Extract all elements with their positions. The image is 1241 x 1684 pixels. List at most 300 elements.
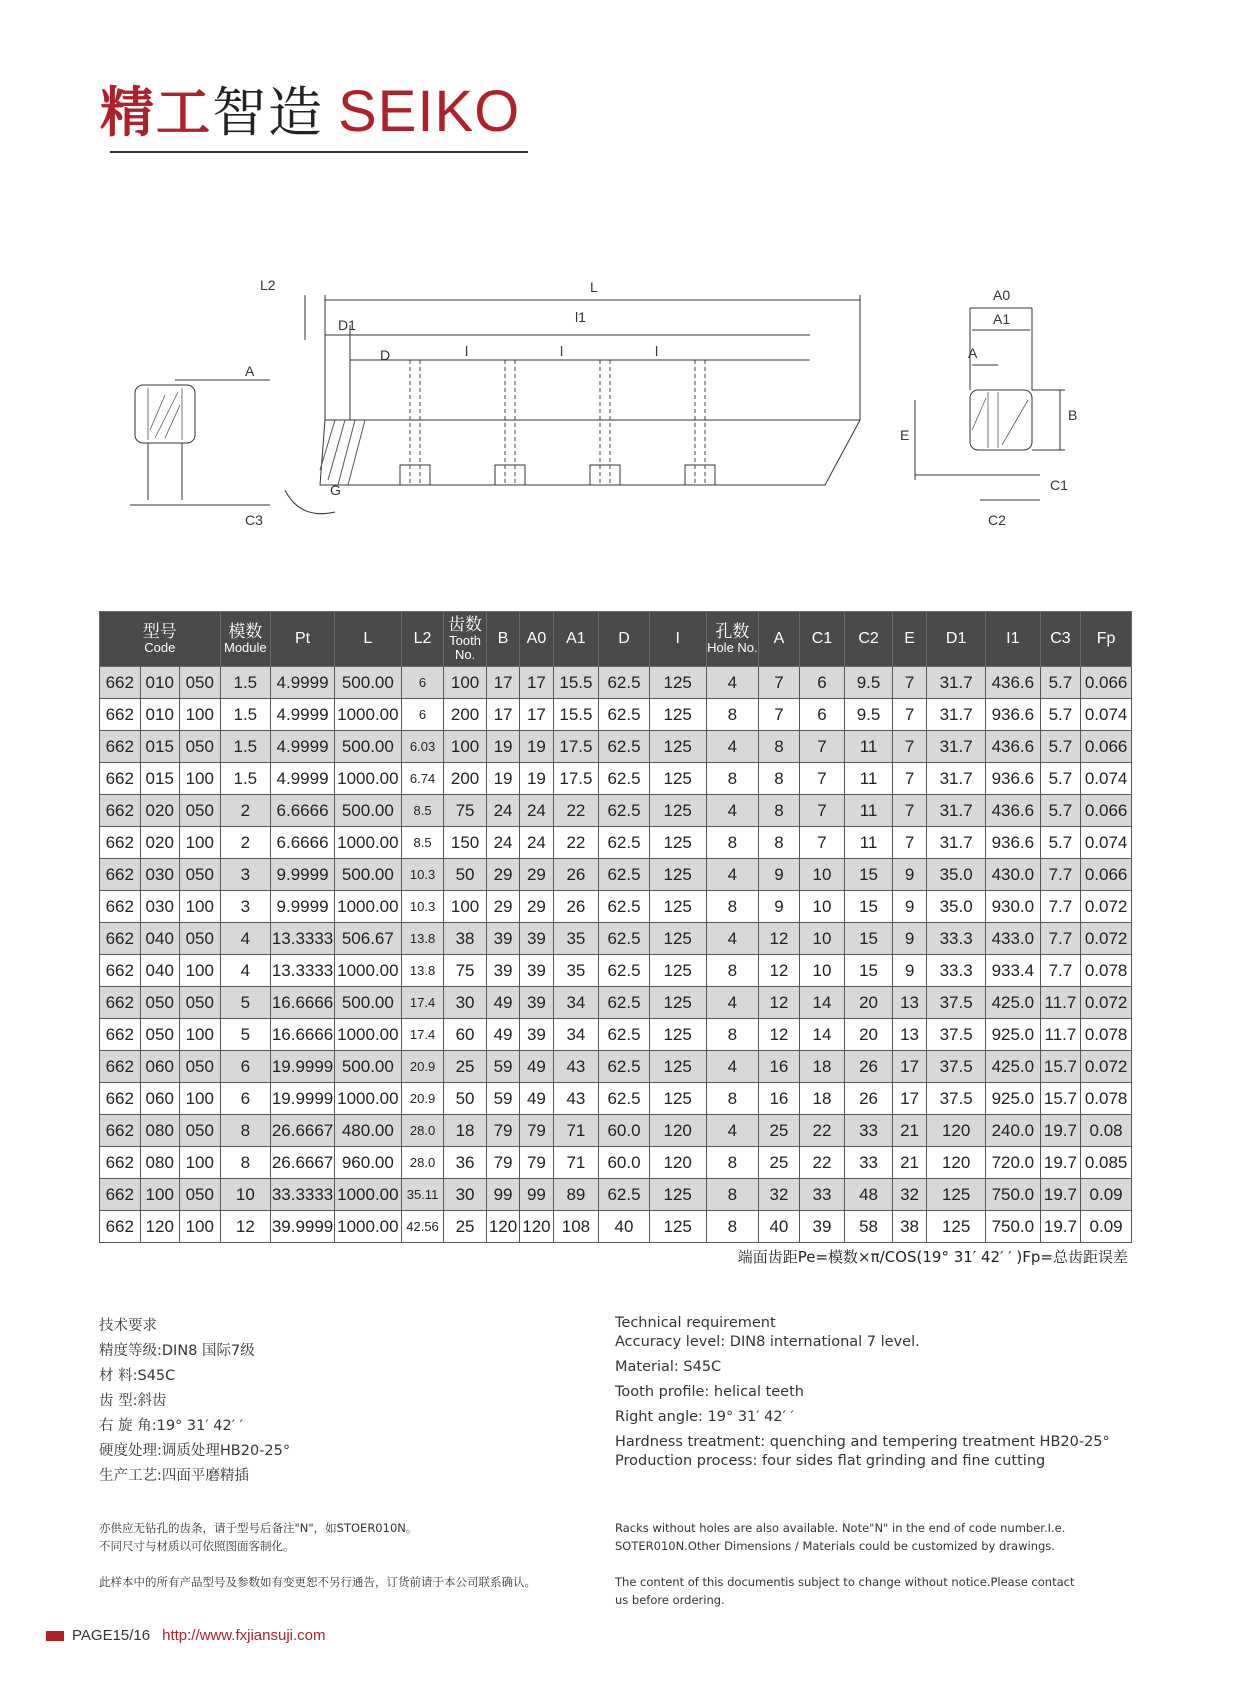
table-cell: 26	[845, 1051, 893, 1083]
spec-table-container	[99, 611, 1132, 1243]
header-code: 型号 Code	[100, 612, 221, 667]
table-cell: 0.072	[1081, 987, 1132, 1019]
table-cell: 200	[444, 763, 487, 795]
req-en-material: Material: S45C	[615, 1359, 722, 1375]
table-cell: 662	[100, 699, 141, 731]
table-cell: 100	[179, 891, 220, 923]
table-cell: 100	[179, 955, 220, 987]
table-cell: 62.5	[599, 667, 650, 699]
table-cell: 6	[220, 1051, 271, 1083]
table-cell: 0.09	[1081, 1179, 1132, 1211]
table-row	[100, 1179, 1132, 1211]
table-cell: 662	[100, 1051, 141, 1083]
page-number: PAGE15/16	[72, 1627, 151, 1644]
table-cell: 31.7	[927, 827, 986, 859]
table-cell: 5	[220, 987, 271, 1019]
table-cell: 30	[444, 1179, 487, 1211]
label-L: L	[590, 280, 598, 295]
table-cell: 10	[799, 859, 845, 891]
table-cell: 125	[927, 1179, 986, 1211]
table-cell: 49	[486, 1019, 519, 1051]
table-cell: 080	[140, 1115, 179, 1147]
table-cell: 120	[520, 1211, 553, 1243]
table-cell: 662	[100, 987, 141, 1019]
brand-cn-bold: 精工	[100, 81, 212, 144]
header-i: I	[649, 612, 706, 667]
table-cell: 060	[140, 1051, 179, 1083]
table-cell: 662	[100, 827, 141, 859]
table-cell: 10	[220, 1179, 271, 1211]
table-cell: 7	[759, 699, 800, 731]
spec-table-body	[100, 667, 1132, 1243]
table-cell: 6.03	[401, 731, 444, 763]
table-cell: 500.00	[334, 667, 401, 699]
header-l: L	[334, 612, 401, 667]
table-cell: 4	[706, 795, 759, 827]
table-cell: 060	[140, 1083, 179, 1115]
table-cell: 240.0	[986, 1115, 1041, 1147]
table-cell: 37.5	[927, 1083, 986, 1115]
table-cell: 125	[649, 987, 706, 1019]
table-cell: 4	[706, 1115, 759, 1147]
table-cell: 0.066	[1081, 859, 1132, 891]
table-cell: 015	[140, 763, 179, 795]
table-cell: 050	[179, 923, 220, 955]
table-row	[100, 1147, 1132, 1179]
label-A0: A0	[993, 287, 1011, 303]
table-cell: 20.9	[401, 1083, 444, 1115]
table-cell: 8	[220, 1115, 271, 1147]
table-cell: 9	[892, 859, 926, 891]
table-cell: 17.5	[553, 763, 599, 795]
table-cell: 79	[486, 1147, 519, 1179]
table-cell: 26	[845, 1083, 893, 1115]
label-D1: D1	[338, 317, 356, 333]
table-cell: 11.7	[1040, 987, 1081, 1019]
table-cell: 8	[706, 955, 759, 987]
label-L2: L2	[260, 280, 276, 293]
table-cell: 6	[401, 667, 444, 699]
table-cell: 11	[845, 763, 893, 795]
table-cell: 0.09	[1081, 1211, 1132, 1243]
table-cell: 050	[179, 987, 220, 1019]
table-cell: 0.074	[1081, 827, 1132, 859]
table-cell: 48	[845, 1179, 893, 1211]
table-cell: 75	[444, 955, 487, 987]
header-pt: Pt	[271, 612, 335, 667]
table-cell: 960.00	[334, 1147, 401, 1179]
table-cell: 62.5	[599, 955, 650, 987]
table-cell: 14	[799, 1019, 845, 1051]
table-cell: 5	[220, 1019, 271, 1051]
table-cell: 050	[179, 795, 220, 827]
table-cell: 9.5	[845, 667, 893, 699]
table-cell: 14	[799, 987, 845, 1019]
table-cell: 020	[140, 795, 179, 827]
table-cell: 6.74	[401, 763, 444, 795]
table-cell: 936.6	[986, 763, 1041, 795]
table-cell: 39	[486, 955, 519, 987]
table-cell: 662	[100, 1083, 141, 1115]
header-a: A	[759, 612, 800, 667]
table-cell: 430.0	[986, 859, 1041, 891]
note-en-3: The content of this documentis subject to change without notice.Please contact	[615, 1575, 1075, 1589]
table-cell: 7	[799, 763, 845, 795]
table-cell: 662	[100, 923, 141, 955]
table-cell: 050	[179, 1179, 220, 1211]
note-en-1: Racks without holes are also available. Note"N" in the end of code number.I.e.	[615, 1521, 1066, 1535]
table-cell: 35.0	[927, 859, 986, 891]
table-cell: 19	[520, 731, 553, 763]
table-cell: 25	[444, 1051, 487, 1083]
table-cell: 7.7	[1040, 923, 1081, 955]
table-row	[100, 891, 1132, 923]
table-cell: 020	[140, 827, 179, 859]
table-cell: 38	[444, 923, 487, 955]
table-cell: 436.6	[986, 731, 1041, 763]
notes-zh	[99, 1519, 579, 1591]
table-cell: 010	[140, 667, 179, 699]
table-cell: 34	[553, 987, 599, 1019]
table-cell: 89	[553, 1179, 599, 1211]
table-cell: 19.7	[1040, 1147, 1081, 1179]
table-cell: 125	[649, 731, 706, 763]
table-cell: 42.56	[401, 1211, 444, 1243]
table-cell: 28.0	[401, 1147, 444, 1179]
table-cell: 37.5	[927, 987, 986, 1019]
table-cell: 43	[553, 1051, 599, 1083]
table-cell: 17.4	[401, 987, 444, 1019]
table-cell: 7	[892, 667, 926, 699]
table-cell: 13.8	[401, 955, 444, 987]
table-cell: 1000.00	[334, 891, 401, 923]
label-l-3: l	[655, 343, 659, 359]
table-cell: 0.072	[1081, 1051, 1132, 1083]
table-cell: 480.00	[334, 1115, 401, 1147]
table-cell: 15	[845, 923, 893, 955]
table-row	[100, 1211, 1132, 1243]
header-d1: D1	[927, 612, 986, 667]
table-cell: 125	[649, 891, 706, 923]
notes-en	[615, 1519, 1115, 1609]
table-cell: 4	[706, 859, 759, 891]
table-cell: 26	[553, 859, 599, 891]
table-cell: 22	[553, 795, 599, 827]
table-cell: 7	[892, 827, 926, 859]
table-cell: 8	[706, 1179, 759, 1211]
table-row	[100, 731, 1132, 763]
table-cell: 62.5	[599, 859, 650, 891]
table-cell: 100	[179, 827, 220, 859]
table-cell: 506.67	[334, 923, 401, 955]
table-cell: 125	[649, 699, 706, 731]
table-cell: 31.7	[927, 795, 986, 827]
table-cell: 62.5	[599, 699, 650, 731]
table-cell: 150	[444, 827, 487, 859]
table-cell: 7.7	[1040, 859, 1081, 891]
table-cell: 6	[799, 667, 845, 699]
table-cell: 125	[927, 1211, 986, 1243]
table-cell: 7	[892, 731, 926, 763]
table-cell: 60.0	[599, 1115, 650, 1147]
table-cell: 34	[553, 1019, 599, 1051]
table-cell: 9	[892, 891, 926, 923]
header-l2: L2	[401, 612, 444, 667]
table-cell: 25	[759, 1147, 800, 1179]
footer-accent-bar	[46, 1631, 64, 1641]
table-cell: 662	[100, 1211, 141, 1243]
header-c3: C3	[1040, 612, 1081, 667]
table-cell: 1.5	[220, 667, 271, 699]
req-zh-angle: 右 旋 角:19° 31′ 42′ ′	[99, 1418, 243, 1434]
table-cell: 11	[845, 731, 893, 763]
table-cell: 0.078	[1081, 1083, 1132, 1115]
req-en-angle: Right angle: 19° 31′ 42′ ′	[615, 1409, 794, 1425]
table-cell: 18	[799, 1083, 845, 1115]
table-cell: 8.5	[401, 827, 444, 859]
table-row	[100, 827, 1132, 859]
table-cell: 9.9999	[271, 891, 335, 923]
table-cell: 8	[706, 1211, 759, 1243]
table-cell: 0.072	[1081, 923, 1132, 955]
table-cell: 8	[706, 1019, 759, 1051]
table-cell: 17	[486, 667, 519, 699]
table-cell: 11.7	[1040, 1019, 1081, 1051]
label-E: E	[900, 427, 910, 443]
table-cell: 125	[649, 827, 706, 859]
table-cell: 21	[892, 1115, 926, 1147]
table-cell: 31.7	[927, 699, 986, 731]
table-cell: 13.8	[401, 923, 444, 955]
table-cell: 662	[100, 731, 141, 763]
table-cell: 120	[486, 1211, 519, 1243]
table-row	[100, 923, 1132, 955]
table-cell: 100	[444, 731, 487, 763]
table-cell: 24	[520, 827, 553, 859]
table-cell: 125	[649, 795, 706, 827]
table-cell: 100	[179, 763, 220, 795]
brand-underline	[110, 151, 528, 153]
table-cell: 125	[649, 1083, 706, 1115]
table-cell: 39	[486, 923, 519, 955]
table-cell: 5.7	[1040, 827, 1081, 859]
table-cell: 62.5	[599, 1019, 650, 1051]
table-cell: 15.5	[553, 667, 599, 699]
table-cell: 100	[179, 699, 220, 731]
table-cell: 13.3333	[271, 923, 335, 955]
table-cell: 125	[649, 1051, 706, 1083]
website-link[interactable]: http://www.fxjiansuji.com	[162, 1627, 326, 1644]
table-cell: 39.9999	[271, 1211, 335, 1243]
table-cell: 9.5	[845, 699, 893, 731]
table-row	[100, 699, 1132, 731]
table-cell: 4.9999	[271, 667, 335, 699]
table-cell: 16	[759, 1051, 800, 1083]
table-cell: 8	[759, 827, 800, 859]
table-cell: 35.0	[927, 891, 986, 923]
table-cell: 9.9999	[271, 859, 335, 891]
table-cell: 936.6	[986, 827, 1041, 859]
brand-en: SEIKO	[338, 79, 521, 144]
label-A-right: A	[968, 345, 978, 361]
note-zh-2: 不同尺寸与材质以可依照图面客制化。	[99, 1539, 295, 1553]
table-cell: 31.7	[927, 667, 986, 699]
req-en-accuracy: Accuracy level: DIN8 international 7 level.	[615, 1334, 920, 1350]
header-c2: C2	[845, 612, 893, 667]
table-cell: 62.5	[599, 763, 650, 795]
table-cell: 7	[892, 763, 926, 795]
req-en-process: Production process: four sides flat grinding and fine cutting	[615, 1453, 1046, 1469]
table-cell: 21	[892, 1147, 926, 1179]
table-cell: 15.5	[553, 699, 599, 731]
brand-title	[100, 70, 521, 144]
table-cell: 28.0	[401, 1115, 444, 1147]
table-cell: 25	[759, 1115, 800, 1147]
table-cell: 0.078	[1081, 955, 1132, 987]
table-cell: 79	[520, 1147, 553, 1179]
table-cell: 60.0	[599, 1147, 650, 1179]
label-C1: C1	[1050, 477, 1068, 493]
table-cell: 125	[649, 763, 706, 795]
table-cell: 4.9999	[271, 699, 335, 731]
table-cell: 13.3333	[271, 955, 335, 987]
table-cell: 13	[892, 1019, 926, 1051]
req-zh-title: 技术要求	[99, 1318, 157, 1334]
label-l1: l1	[575, 309, 586, 325]
table-cell: 29	[520, 891, 553, 923]
table-cell: 125	[649, 667, 706, 699]
table-cell: 0.066	[1081, 795, 1132, 827]
table-cell: 33.3333	[271, 1179, 335, 1211]
table-cell: 662	[100, 891, 141, 923]
req-en-title: Technical requirement	[615, 1315, 776, 1331]
table-row	[100, 987, 1132, 1019]
table-cell: 26.6667	[271, 1115, 335, 1147]
table-cell: 33	[845, 1115, 893, 1147]
label-A-left: A	[245, 363, 255, 379]
table-cell: 39	[520, 923, 553, 955]
table-cell: 7.7	[1040, 891, 1081, 923]
table-header-row	[100, 612, 1132, 667]
req-zh-process: 生产工艺:四面平磨精插	[99, 1468, 249, 1484]
table-cell: 750.0	[986, 1179, 1041, 1211]
req-en-tooth: Tooth profile: helical teeth	[615, 1384, 804, 1400]
note-zh-1: 亦供应无钻孔的齿条，请于型号后备注"N"，如STOER010N。	[99, 1521, 418, 1535]
table-cell: 16	[759, 1083, 800, 1115]
table-cell: 49	[520, 1083, 553, 1115]
table-cell: 1.5	[220, 731, 271, 763]
table-cell: 7	[892, 699, 926, 731]
req-zh-tooth: 齿 型:斜齿	[99, 1393, 167, 1409]
table-cell: 4	[706, 923, 759, 955]
table-cell: 720.0	[986, 1147, 1041, 1179]
table-cell: 2	[220, 827, 271, 859]
header-a0: A0	[520, 612, 553, 667]
table-cell: 43	[553, 1083, 599, 1115]
header-tooth-no: 齿数 Tooth No.	[444, 612, 487, 667]
table-cell: 662	[100, 667, 141, 699]
table-cell: 080	[140, 1147, 179, 1179]
table-cell: 39	[799, 1211, 845, 1243]
table-cell: 5.7	[1040, 667, 1081, 699]
table-cell: 425.0	[986, 1051, 1041, 1083]
table-cell: 29	[486, 859, 519, 891]
table-cell: 20	[845, 987, 893, 1019]
table-cell: 36	[444, 1147, 487, 1179]
table-row	[100, 1019, 1132, 1051]
table-cell: 12	[759, 923, 800, 955]
table-cell: 5.7	[1040, 763, 1081, 795]
brand-cn-light: 智造	[212, 81, 324, 144]
table-cell: 24	[486, 827, 519, 859]
table-cell: 39	[520, 987, 553, 1019]
table-cell: 17	[520, 667, 553, 699]
note-en-2: SOTER010N.Other Dimensions / Materials could be customized by drawings.	[615, 1539, 1055, 1553]
table-cell: 662	[100, 1115, 141, 1147]
table-cell: 9	[759, 859, 800, 891]
table-cell: 17	[892, 1083, 926, 1115]
label-D: D	[380, 347, 391, 363]
table-cell: 10.3	[401, 891, 444, 923]
table-cell: 050	[179, 859, 220, 891]
header-module: 模数 Module	[220, 612, 271, 667]
table-cell: 436.6	[986, 667, 1041, 699]
table-cell: 050	[179, 731, 220, 763]
table-cell: 19	[486, 763, 519, 795]
req-zh-material: 材 料:S45C	[99, 1368, 176, 1384]
table-cell: 8	[706, 1083, 759, 1115]
rack-technical-drawing	[120, 280, 1120, 540]
note-zh-3: 此样本中的所有产品型号及参数如有变更恕不另行通告，订货前请于本公司联系确认。	[99, 1575, 536, 1589]
table-cell: 433.0	[986, 923, 1041, 955]
table-cell: 500.00	[334, 795, 401, 827]
table-cell: 3	[220, 859, 271, 891]
pitch-formula: 端面齿距Pe=模数×π/COS(19° 31′ 42′ ′ )Fp=总齿距误差	[737, 1248, 1128, 1266]
table-row	[100, 1115, 1132, 1147]
table-cell: 37.5	[927, 1051, 986, 1083]
spec-table	[99, 611, 1132, 1243]
table-cell: 010	[140, 699, 179, 731]
table-cell: 62.5	[599, 923, 650, 955]
table-cell: 8	[759, 795, 800, 827]
req-zh-accuracy: 精度等级:DIN8 国际7级	[99, 1343, 255, 1359]
table-cell: 6.6666	[271, 795, 335, 827]
requirements-en	[615, 1314, 1135, 1471]
table-cell: 12	[759, 955, 800, 987]
table-cell: 0.072	[1081, 891, 1132, 923]
table-cell: 040	[140, 923, 179, 955]
table-cell: 750.0	[986, 1211, 1041, 1243]
table-cell: 17	[892, 1051, 926, 1083]
table-cell: 33.3	[927, 923, 986, 955]
table-cell: 19	[486, 731, 519, 763]
table-cell: 4	[220, 923, 271, 955]
table-cell: 62.5	[599, 1051, 650, 1083]
table-cell: 39	[520, 955, 553, 987]
table-cell: 39	[520, 1019, 553, 1051]
table-row	[100, 1083, 1132, 1115]
table-cell: 7	[799, 795, 845, 827]
table-cell: 62.5	[599, 987, 650, 1019]
table-cell: 20	[845, 1019, 893, 1051]
table-cell: 31.7	[927, 731, 986, 763]
table-cell: 32	[892, 1179, 926, 1211]
table-cell: 1000.00	[334, 763, 401, 795]
table-cell: 4	[706, 1051, 759, 1083]
table-cell: 100	[179, 1147, 220, 1179]
table-cell: 15	[845, 859, 893, 891]
table-cell: 17.4	[401, 1019, 444, 1051]
